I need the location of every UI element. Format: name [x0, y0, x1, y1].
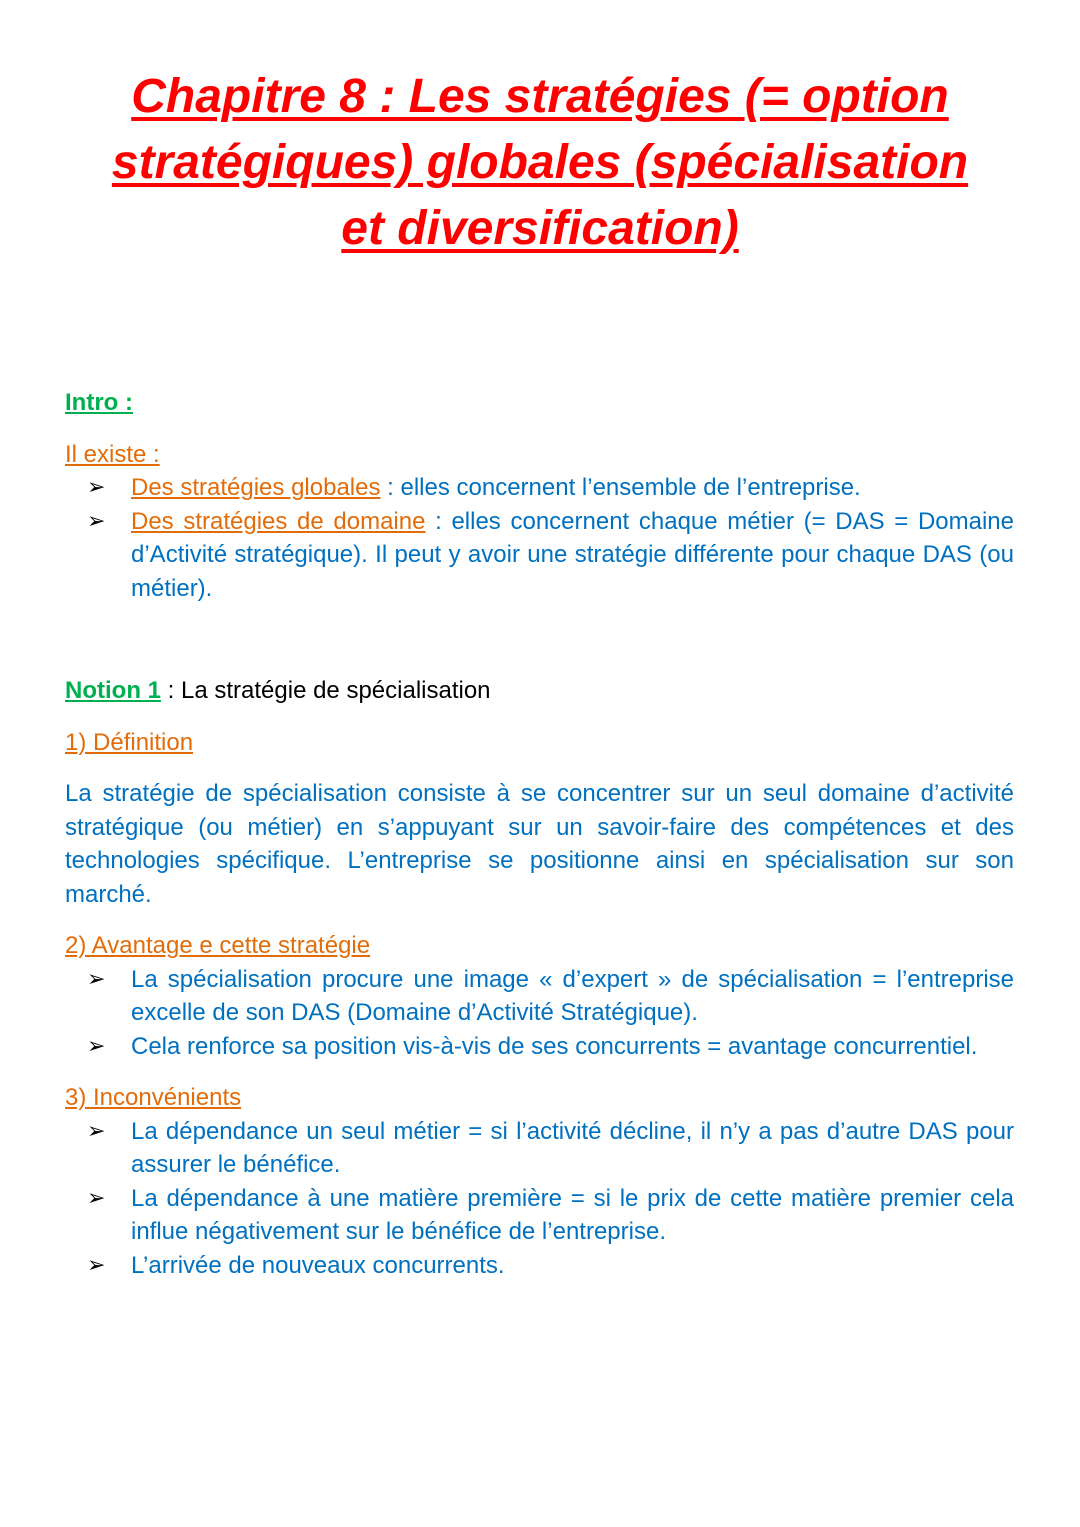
intro-heading: Intro : — [65, 389, 133, 416]
list-item-term: Des stratégies globales — [131, 474, 381, 501]
notion-label: Notion 1 — [65, 677, 161, 704]
list-item-text: La dépendance un seul métier = si l’activité décline, il n’y a pas d’autre DAS pour assurer le bénéfice. — [131, 1117, 1014, 1178]
arrow-bullet-icon: ➢ — [87, 1185, 106, 1211]
list-item-term: Des stratégies de domaine — [131, 507, 426, 535]
intro-section — [65, 386, 1014, 420]
inconvenients-heading: 3) Inconvénients — [65, 1084, 242, 1111]
avantage-list — [65, 963, 1014, 1064]
document-body — [65, 386, 1014, 1282]
list-item — [87, 1115, 1014, 1182]
chapter-title — [60, 64, 1020, 262]
inconvenients-heading-row — [65, 1081, 1014, 1115]
list-item — [87, 1182, 1014, 1249]
notion-title: : La stratégie de spécialisation — [161, 677, 491, 704]
avantage-heading: 2) Avantage e cette stratégie — [65, 932, 371, 959]
arrow-bullet-icon: ➢ — [87, 475, 106, 500]
list-item-text: : elles concernent chaque métier (= DAS = Domaine d’Activité stratégique). Il peut y avoir une stratégie différente pour chaque DAS (ou métier). — [131, 507, 1014, 602]
definition-heading: 1) Définition — [65, 728, 194, 756]
list-item-text: Cela renforce sa position vis-à-vis de ses concurrents = avantage concurrentiel. — [131, 1032, 978, 1060]
avantage-heading-row — [65, 929, 1014, 963]
arrow-bullet-icon: ➢ — [87, 1118, 106, 1144]
list-item-text: : elles concernent l’ensemble de l’entreprise. — [380, 474, 861, 501]
intro-subheading: Il existe : — [65, 440, 160, 468]
arrow-bullet-icon: ➢ — [87, 1252, 106, 1278]
definition-heading-row — [65, 726, 1014, 760]
arrow-bullet-icon: ➢ — [87, 1033, 106, 1059]
arrow-bullet-icon: ➢ — [87, 966, 106, 992]
title-line-2: stratégiques) globales (spécialisation — [111, 136, 969, 189]
list-item — [87, 963, 1014, 1030]
list-item — [87, 505, 1014, 606]
intro-list — [65, 471, 1014, 605]
definition-text: La stratégie de spécialisation consiste à se concentrer sur un seul domaine d’activité stratégique (ou métier) en s’appuyant sur un savoir-faire des compétences et des technologies spécifique. L’entreprise se positionne ainsi en spécialisation sur son marché. — [65, 780, 1014, 908]
list-item-text: L’arrivée de nouveaux concurrents. — [131, 1251, 505, 1279]
intro-subheading-row — [65, 438, 1014, 472]
arrow-bullet-icon: ➢ — [87, 508, 106, 534]
title-line-1: Chapitre 8 : Les stratégies (= option — [131, 70, 949, 123]
notion-heading-row — [65, 674, 1014, 708]
list-item — [87, 1249, 1014, 1283]
list-item — [87, 471, 1014, 505]
inconvenients-list — [65, 1115, 1014, 1283]
list-item-text: La dépendance à une matière première = si le prix de cette matière premier cela influe négativement sur le bénéfice de l’entreprise. — [131, 1184, 1014, 1245]
list-item-text: La spécialisation procure une image « d’expert » de spécialisation = l’entreprise excelle de son DAS (Domaine d’Activité Stratégique). — [131, 965, 1014, 1026]
list-item — [87, 1030, 1014, 1064]
title-line-3: et diversification) — [341, 202, 739, 255]
